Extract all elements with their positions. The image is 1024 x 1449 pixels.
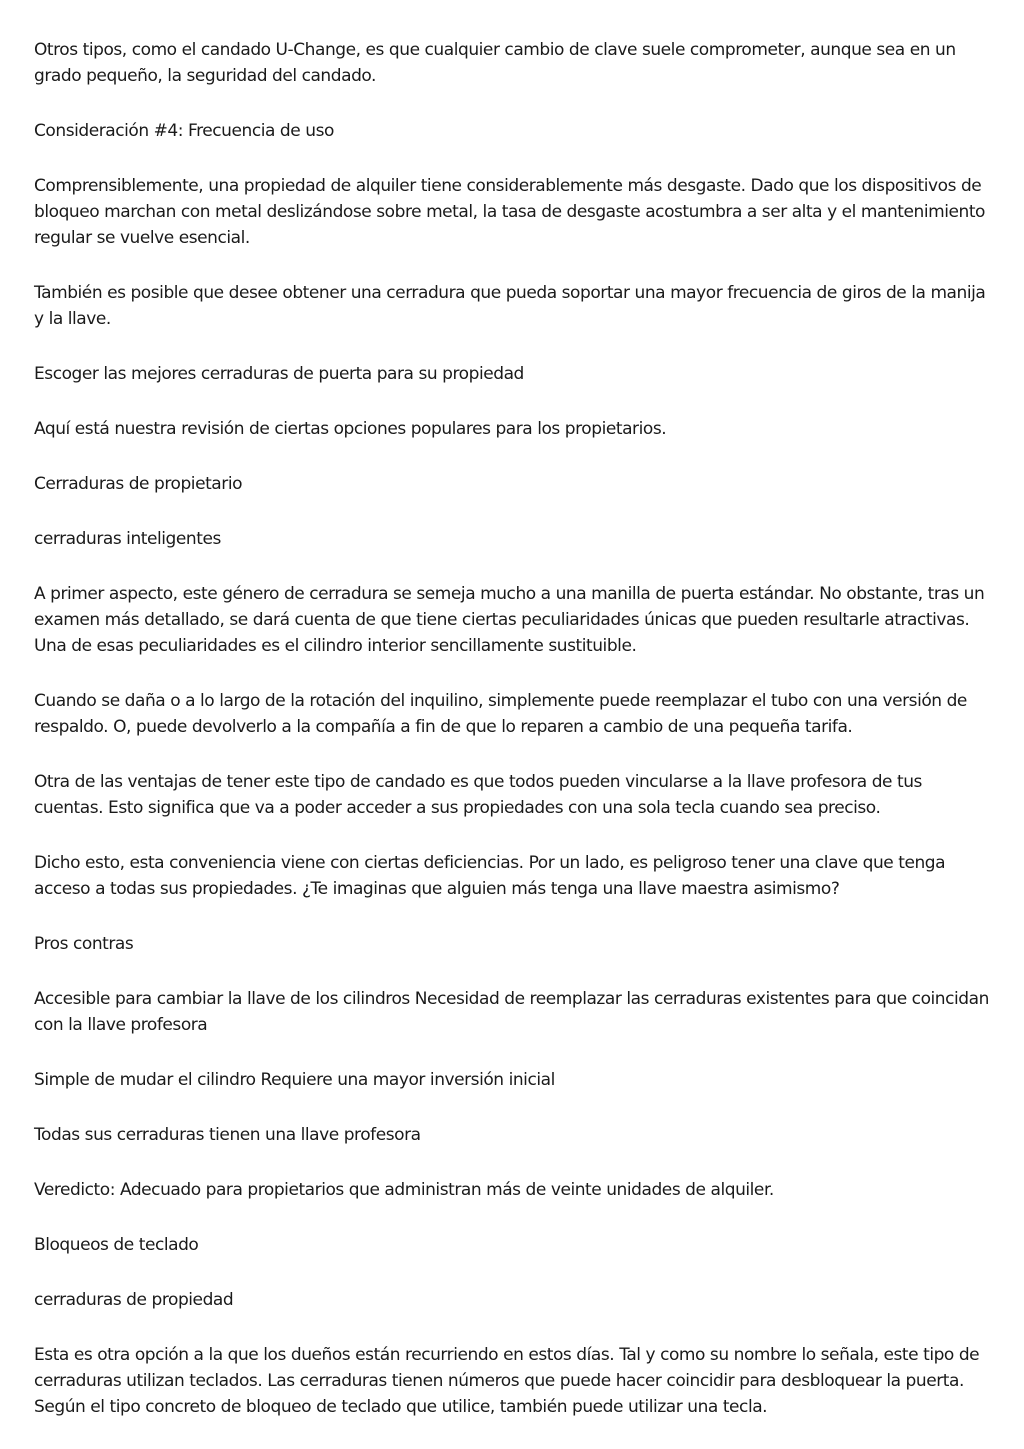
image-caption: cerraduras de propiedad: [34, 1290, 234, 1310]
heading-cerraduras-propietario: Cerraduras de propietario: [34, 474, 243, 494]
paragraph: Otra de las ventajas de tener este tipo de candado es que todos pueden vincularse a la llave profesora de tus cuentas. Esto significa que va a poder acceder a sus propiedades con una sola tecla cuando sea preciso.: [34, 772, 922, 818]
paragraph: Comprensiblemente, una propiedad de alquiler tiene considerablemente más desgaste. Dado que los dispositivos de bloqueo marchan con metal deslizándose sobre metal, la tasa de desgaste acostumbra a ser alta y el mantenimiento regular se vuelve esencial.: [34, 176, 985, 248]
paragraph: Otros tipos, como el candado U-Change, es que cualquier cambio de clave suele comprometer, aunque sea en un grado pequeño, la seguridad del candado.: [34, 40, 956, 86]
paragraph: Aquí está nuestra revisión de ciertas opciones populares para los propietarios.: [34, 419, 667, 439]
heading-consideracion-4: Consideración #4: Frecuencia de uso: [34, 121, 334, 141]
paragraph: Dicho esto, esta conveniencia viene con ciertas deficiencias. Por un lado, es peligroso tener una clave que tenga acceso a todas sus propiedades. ¿Te imaginas que alguien más tenga una llave maestra asimismo?: [34, 853, 946, 899]
image-caption: cerraduras inteligentes: [34, 529, 221, 549]
paragraph: A primer aspecto, este género de cerradura se semeja mucho a una manilla de puerta estándar. No obstante, tras un examen más detallado, se dará cuenta de que tiene ciertas peculiaridades únicas que pueden resultarle atractivas. Una de esas peculiaridades es el cilindro interior sencillamente sustituible.: [34, 584, 985, 656]
paragraph: Esta es otra opción a la que los dueños están recurriendo en estos días. Tal y como su nombre lo señala, este tipo de cerraduras utilizan teclados. Las cerraduras tienen números que puede hacer coincidir para desbloquear la puerta. Según el tipo concreto de bloqueo de teclado que utilice, también puede utilizar una tecla.: [34, 1345, 980, 1417]
paragraph: También es posible que desee obtener una cerradura que pueda soportar una mayor frecuencia de giros de la manija y la llave.: [34, 283, 986, 329]
pros-contras-row: Todas sus cerraduras tienen una llave profesora: [34, 1125, 421, 1145]
pros-contras-header: Pros contras: [34, 934, 134, 954]
pros-contras-row: Simple de mudar el cilindro Requiere una mayor inversión inicial: [34, 1070, 555, 1090]
pros-contras-row: Accesible para cambiar la llave de los cilindros Necesidad de reemplazar las cerraduras existentes para que coincidan con la llave profesora: [34, 989, 989, 1035]
heading-escoger-cerraduras: Escoger las mejores cerraduras de puerta para su propiedad: [34, 364, 524, 384]
verdict: Veredicto: Adecuado para propietarios que administran más de veinte unidades de alquiler.: [34, 1180, 774, 1200]
paragraph: Cuando se daña o a lo largo de la rotación del inquilino, simplemente puede reemplazar el tubo con una versión de respaldo. O, puede devolverlo a la compañía a fin de que lo reparen a cambio de una pequeña tarifa.: [34, 691, 967, 737]
heading-bloqueos-teclado: Bloqueos de teclado: [34, 1235, 199, 1255]
